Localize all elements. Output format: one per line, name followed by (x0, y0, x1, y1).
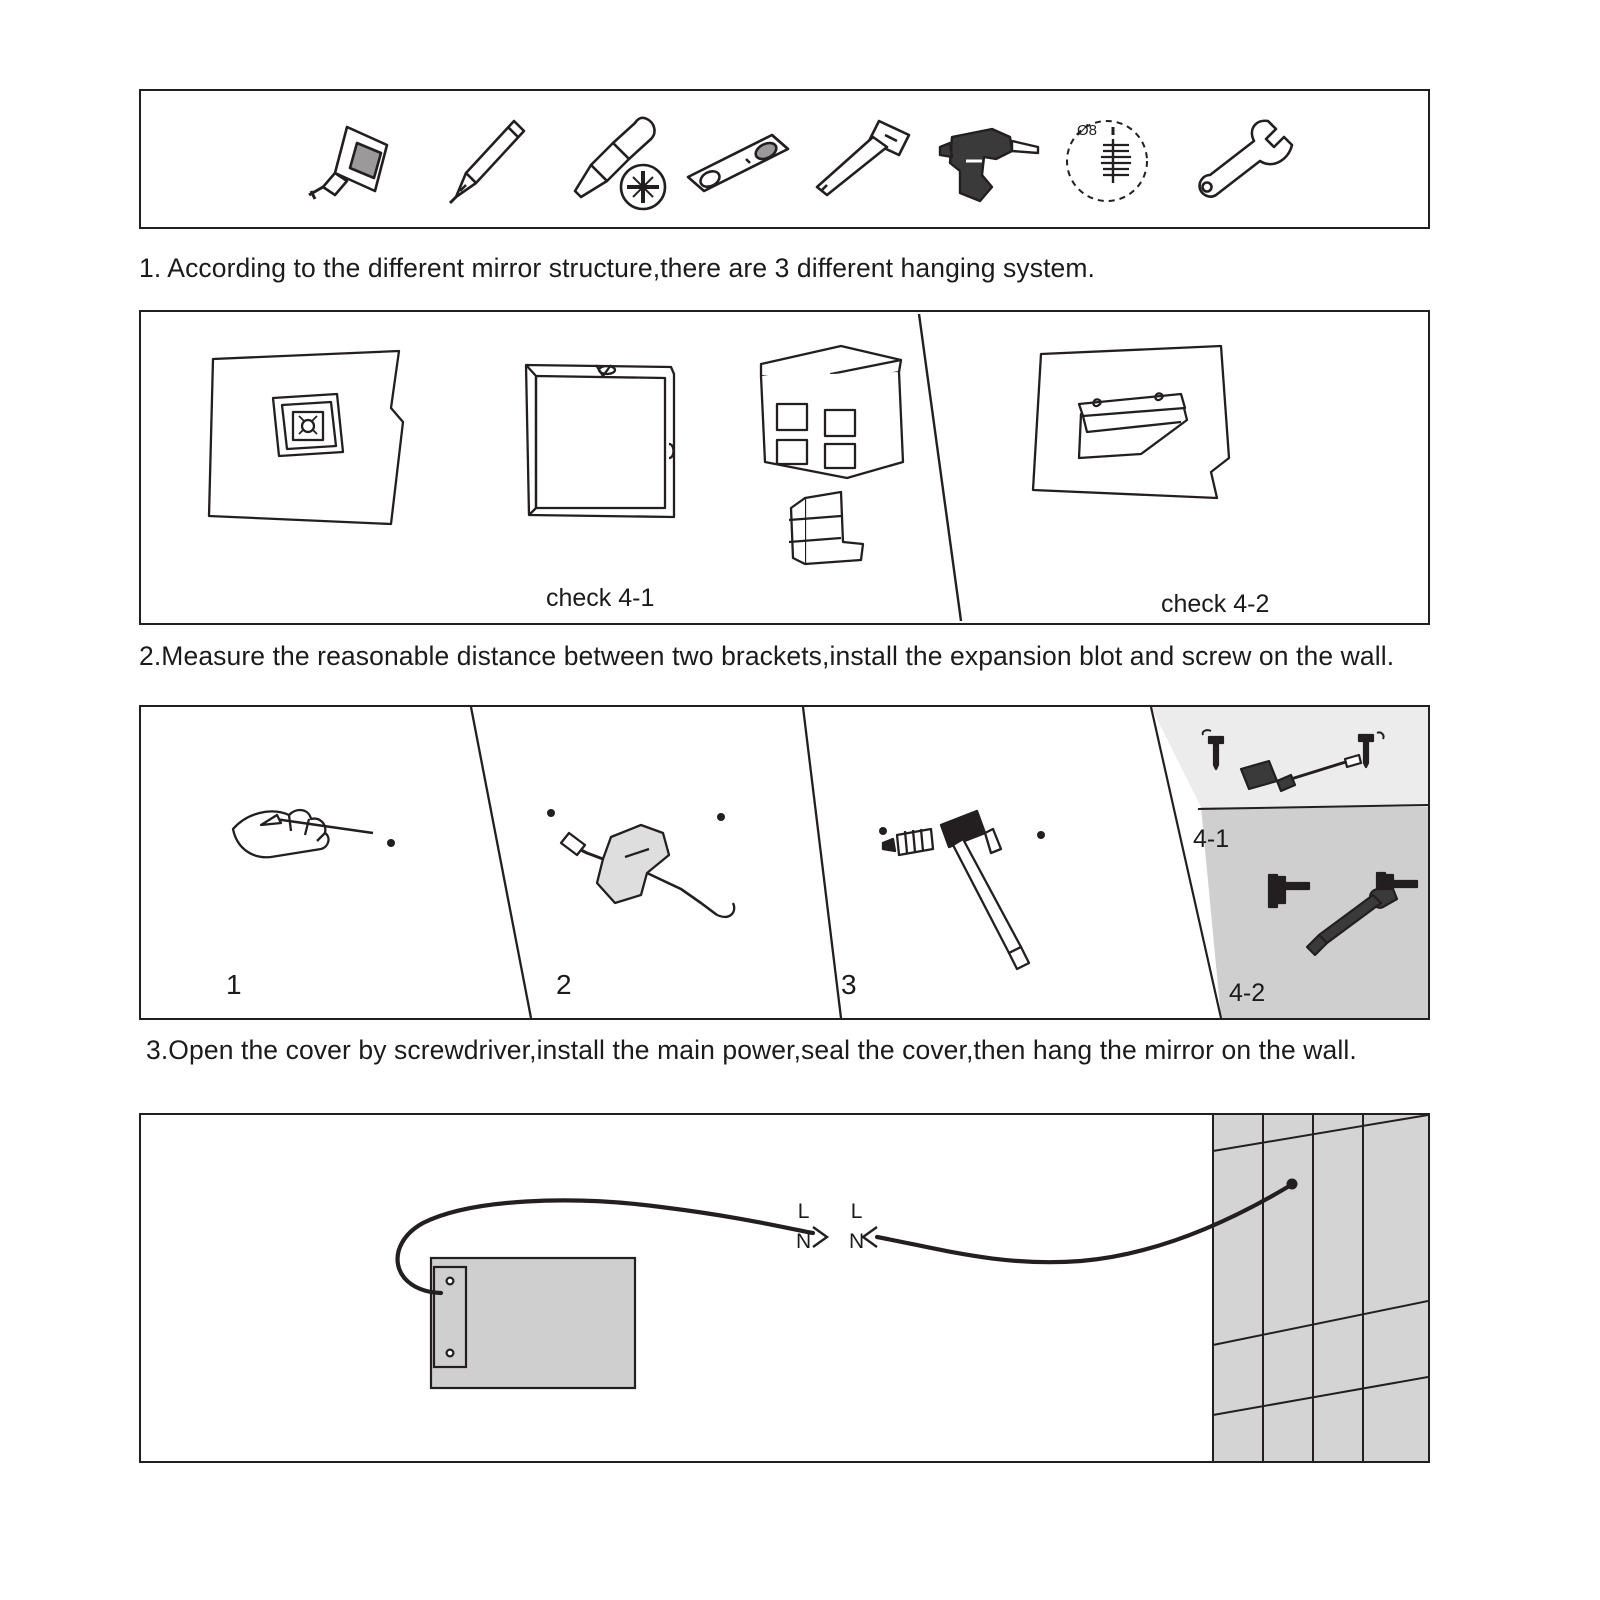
wiring-label-left (796, 1197, 811, 1258)
check-4-2-label: check 4-2 (1161, 590, 1270, 618)
tool-row (301, 91, 1301, 231)
wiring-label-right (849, 1197, 864, 1258)
pencil-icon (426, 91, 551, 231)
step-2-sub-2-label: 2 (556, 969, 572, 1000)
step-2-drawing (141, 707, 1428, 1018)
wiring-neutral-left: N (796, 1230, 812, 1254)
step-1-text: 1. According to the different mirror structure,there are 3 different hanging system. (139, 253, 1096, 283)
wiring-neutral-right: N (849, 1230, 865, 1254)
step-3-drawing (141, 1115, 1428, 1461)
step-1-drawing (141, 312, 1428, 623)
step-2-sub-4-1-label: 4-1 (1193, 825, 1230, 853)
drill-bit-diameter-icon (1051, 91, 1176, 231)
hammer-icon (801, 91, 926, 231)
step-1-illustration-panel (139, 310, 1430, 625)
step-3-illustration-panel (139, 1113, 1430, 1463)
screwdriver-icon (551, 91, 676, 231)
tape-measure-icon (301, 91, 426, 231)
wiring-live-left: L (797, 1200, 810, 1223)
step-2-sub-1-label: 1 (226, 969, 242, 1000)
tools-panel (139, 89, 1430, 229)
drill-icon (926, 91, 1051, 231)
wiring-live-right: L (850, 1200, 863, 1223)
step-3-text: 3.Open the cover by screwdriver,install the main power,seal the cover,then hang the mirror on the wall. (146, 1035, 1357, 1065)
step-2-sub-4-2-label: 4-2 (1229, 979, 1266, 1007)
check-4-1-label: check 4‑1 (546, 584, 655, 612)
step-2-illustration-panel (139, 705, 1430, 1020)
drill-bit-diameter-label: Ø8 (1077, 122, 1098, 139)
spirit-level-icon (676, 91, 801, 231)
step-2-text: 2.Measure the reasonable distance between two brackets,install the expansion blot and screw on the wall. (139, 641, 1395, 671)
wrench-icon (1176, 91, 1301, 231)
step-2-sub-3-label: 3 (841, 969, 857, 1000)
